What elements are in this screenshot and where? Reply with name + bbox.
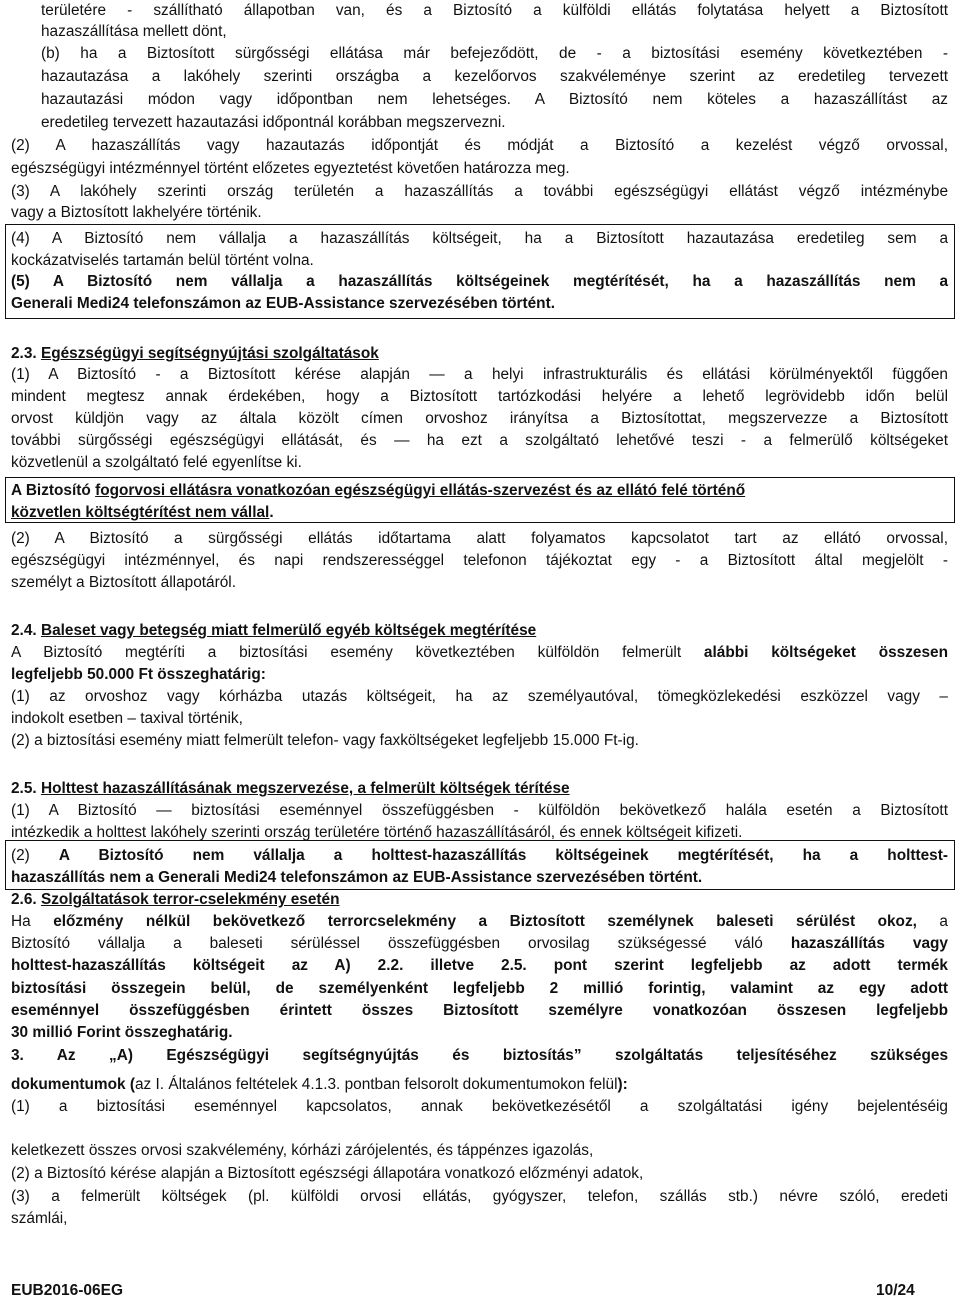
- text-span: (5): [11, 273, 53, 290]
- text-line: (2) A Biztosító a sürgősségi ellátás időtartama alatt folyamatos kapcsolatot tart az ellátó orvossal,: [11, 530, 948, 547]
- text-line: (4) A Biztosító nem vállalja a hazaszállítás költségeit, ha a Biztosított hazautazása eredetileg sem a: [11, 230, 948, 247]
- text-line: egészségügyi intézménnyel, és napi rendszerességgel telefonon tájékoztat egy - a Biztosított által megjelölt -: [11, 552, 948, 569]
- text-line: biztosítási összegein belül, de személyenként legfeljebb 2 millió forintig, valamint az egy adott: [11, 980, 948, 997]
- text-span: A Biztosító megtéríti a biztosítási esemény következtében külföldön felmerült: [11, 644, 704, 661]
- text-line: [11, 1074, 628, 1095]
- text-span: Ha: [11, 913, 54, 930]
- footer-document-code: EUB2016-06EG: [11, 1282, 124, 1299]
- text-line: személyt a Biztosított állapotáról.: [11, 574, 236, 591]
- text-span: „A) Egészségügyi segítségnyújtás és biztosítás”: [109, 1047, 582, 1064]
- text-line: indokolt esetben – taxival történik,: [11, 710, 243, 727]
- text-span: közvetlen költségtérítést nem vállal: [11, 504, 270, 521]
- text-line: eredetileg tervezett hazautazási időpontnál korábban megszervezni.: [41, 114, 506, 131]
- text-line: [11, 620, 536, 641]
- text-line: hazautazási módon vagy időpontban nem lehetséges. A Biztosító nem köteles a hazaszállítást az: [41, 91, 948, 108]
- text-span: hazaszállítás vagy: [790, 935, 948, 952]
- text-line: [11, 343, 379, 364]
- text-line: holttest-hazaszállítás költségeit az A) 2.2. illetve 2.5. pont szerint legfeljebb az adott termék: [11, 957, 948, 974]
- text-span: A Biztosító nem vállalja a holttest-hazaszállítás költségeinek megtérítését, ha a holttest-: [58, 847, 948, 864]
- text-span: A Biztosító nem vállalja a hazaszállítás költségeinek megtérítését, ha a hazaszállítás nem a: [52, 273, 948, 290]
- text-span: 2.5.: [11, 780, 41, 797]
- text-line: (3) A lakóhely szerinti ország területén a hazaszállítás a további egészségügyi ellátást végző intézménybe: [11, 183, 948, 200]
- text-span: Egészségügyi segítségnyújtási szolgáltatások: [40, 345, 379, 362]
- text-span: az I. Általános feltételek 4.1.3. pontban felsorolt dokumentumokon felül: [134, 1076, 618, 1093]
- text-line: [11, 889, 340, 910]
- text-line: [11, 642, 948, 663]
- text-line: keletkezett összes orvosi szakvélemény, kórházi zárójelentés, és táppénzes igazolás,: [11, 1142, 594, 1159]
- footer-page-number: 10/24: [876, 1282, 915, 1299]
- text-line: intézkedik a holttest lakóhely szerinti ország területére történő hazaszállításáról, és ennek költségeit kifizeti.: [11, 824, 743, 841]
- text-span: dokumentumok (: [11, 1076, 135, 1093]
- text-line: (3) a felmerült költségek (pl. külföldi orvosi ellátás, gyógyszer, telefon, szállás stb.) névre szóló, eredeti: [11, 1188, 948, 1205]
- text-line: (2) a Biztosító kérése alapján a Biztosított egészségi állapotára vonatkozó előzményi adatok,: [11, 1165, 644, 1182]
- text-line: (2) a biztosítási esemény miatt felmerült telefon- vagy faxköltségeket legfeljebb 15.000 Ft-ig.: [11, 732, 639, 749]
- text-span: Szolgáltatások terror-cselekmény esetén: [40, 891, 340, 908]
- text-line: további sürgősségi egészségügyi ellátását, és — ha ezt a szolgáltató lehetővé teszi - a felmerülő költségeket: [11, 432, 948, 449]
- text-span: .: [269, 504, 274, 521]
- text-line: területére - szállítható állapotban van, és a Biztosító a külföldi ellátás folytatása helyett a Biztosított: [41, 2, 948, 19]
- text-line: (b) ha a Biztosított sürgősségi ellátása már befejeződött, de - a biztosítási esemény következtében -: [41, 45, 948, 62]
- text-line: (1) az orvoshoz vagy kórházba utazás költségeit, ha az személyautóval, tömegközlekedési eszközzel vagy –: [11, 688, 948, 705]
- text-line: mindent megtesz annak érdekében, hogy a Biztosított tartózkodási helyére a lehető legrövidebb időn belül: [11, 388, 948, 405]
- text-line: kockázatviselés tartamán belül történt volna.: [11, 252, 314, 269]
- text-line: eseménnyel összefüggésben érintett összes Biztosított személyre vonatkozóan összesen legfeljebb: [11, 1002, 948, 1019]
- text-line: hazaszállítás nem a Generali Medi24 telefonszámon az EUB-Assistance szervezésében történt.: [11, 869, 703, 886]
- text-line: [11, 911, 948, 932]
- text-line: [11, 933, 948, 954]
- text-span: 2.6.: [11, 891, 41, 908]
- text-span: Biztosító vállalja a baleseti sérüléssel összefüggésben orvosilag szükségessé váló: [11, 935, 791, 952]
- text-line: hazautazása a lakóhely szerinti országba a kezelőorvos szakvéleménye szerint az eredetileg tervezett: [41, 68, 948, 85]
- text-span: 2.4.: [11, 622, 41, 639]
- text-span: A Biztosító: [11, 482, 96, 499]
- text-span: fogorvosi ellátásra vonatkozóan egészségügyi ellátás-szervezést és az ellátó felé történő: [95, 482, 746, 499]
- boxed-clause-holttest: [5, 840, 955, 890]
- text-line: (2) A hazaszállítás vagy hazautazás időpontját és módját a Biztosító a kezelést végző orvossal,: [11, 137, 948, 154]
- text-line: számlái,: [11, 1210, 68, 1227]
- text-line: Generali Medi24 telefonszámon az EUB-Assistance szervezésében történt.: [11, 295, 555, 312]
- text-span: Baleset vagy betegség miatt felmerülő egyéb költségek megtérítése: [40, 622, 537, 639]
- text-line: közvetlenül a szolgáltató felé egyenlítse ki.: [11, 454, 302, 471]
- text-span: szolgáltatás teljesítéséhez szükséges: [581, 1047, 948, 1064]
- text-line: orvost küldjön vagy az általa közölt címen orvoshoz irányítsa a Biztosítottat, megszervezze a Biztosított: [11, 410, 948, 427]
- text-line: 30 millió Forint összeghatárig.: [11, 1024, 233, 1041]
- text-line: hazaszállítása mellett dönt,: [41, 23, 227, 40]
- text-span: ):: [617, 1076, 628, 1093]
- text-line: egészségügyi intézménnyel történt előzetes egyeztetést követően határozza meg.: [11, 160, 570, 177]
- text-line: vagy a Biztosított lakhelyére történik.: [11, 204, 262, 221]
- boxed-clause-fogorvos: [5, 477, 955, 523]
- boxed-clause-hazaszallitas: [5, 224, 955, 319]
- text-span: a: [916, 913, 948, 930]
- text-span: 2.3.: [11, 345, 41, 362]
- text-span: előzmény nélkül bekövetkező terrorcselekmény a Biztosított személynek baleseti sérülést okoz,: [53, 913, 917, 930]
- text-span: alábbi költségeket összesen: [703, 644, 948, 661]
- text-span: 3. Az: [11, 1047, 110, 1064]
- text-line: (1) A Biztosító - a Biztosított kérése alapján — a helyi infrastrukturális és ellátási körülményektől függően: [11, 366, 948, 383]
- text-line: [11, 1045, 948, 1066]
- text-span: Holttest hazaszállításának megszervezése, a felmerült költségek térítése: [40, 780, 570, 797]
- text-line: legfeljebb 50.000 Ft összeghatárig:: [11, 666, 266, 683]
- text-line: (1) a biztosítási eseménnyel kapcsolatos, annak bekövetkezésétől a szolgáltatási igény bejelentéséig: [11, 1098, 948, 1115]
- text-span: (2): [11, 847, 59, 864]
- text-line: [11, 778, 570, 799]
- text-line: (1) A Biztosító — biztosítási eseménnyel összefüggésben - külföldön bekövetkező halála esetén a Biztosított: [11, 802, 948, 819]
